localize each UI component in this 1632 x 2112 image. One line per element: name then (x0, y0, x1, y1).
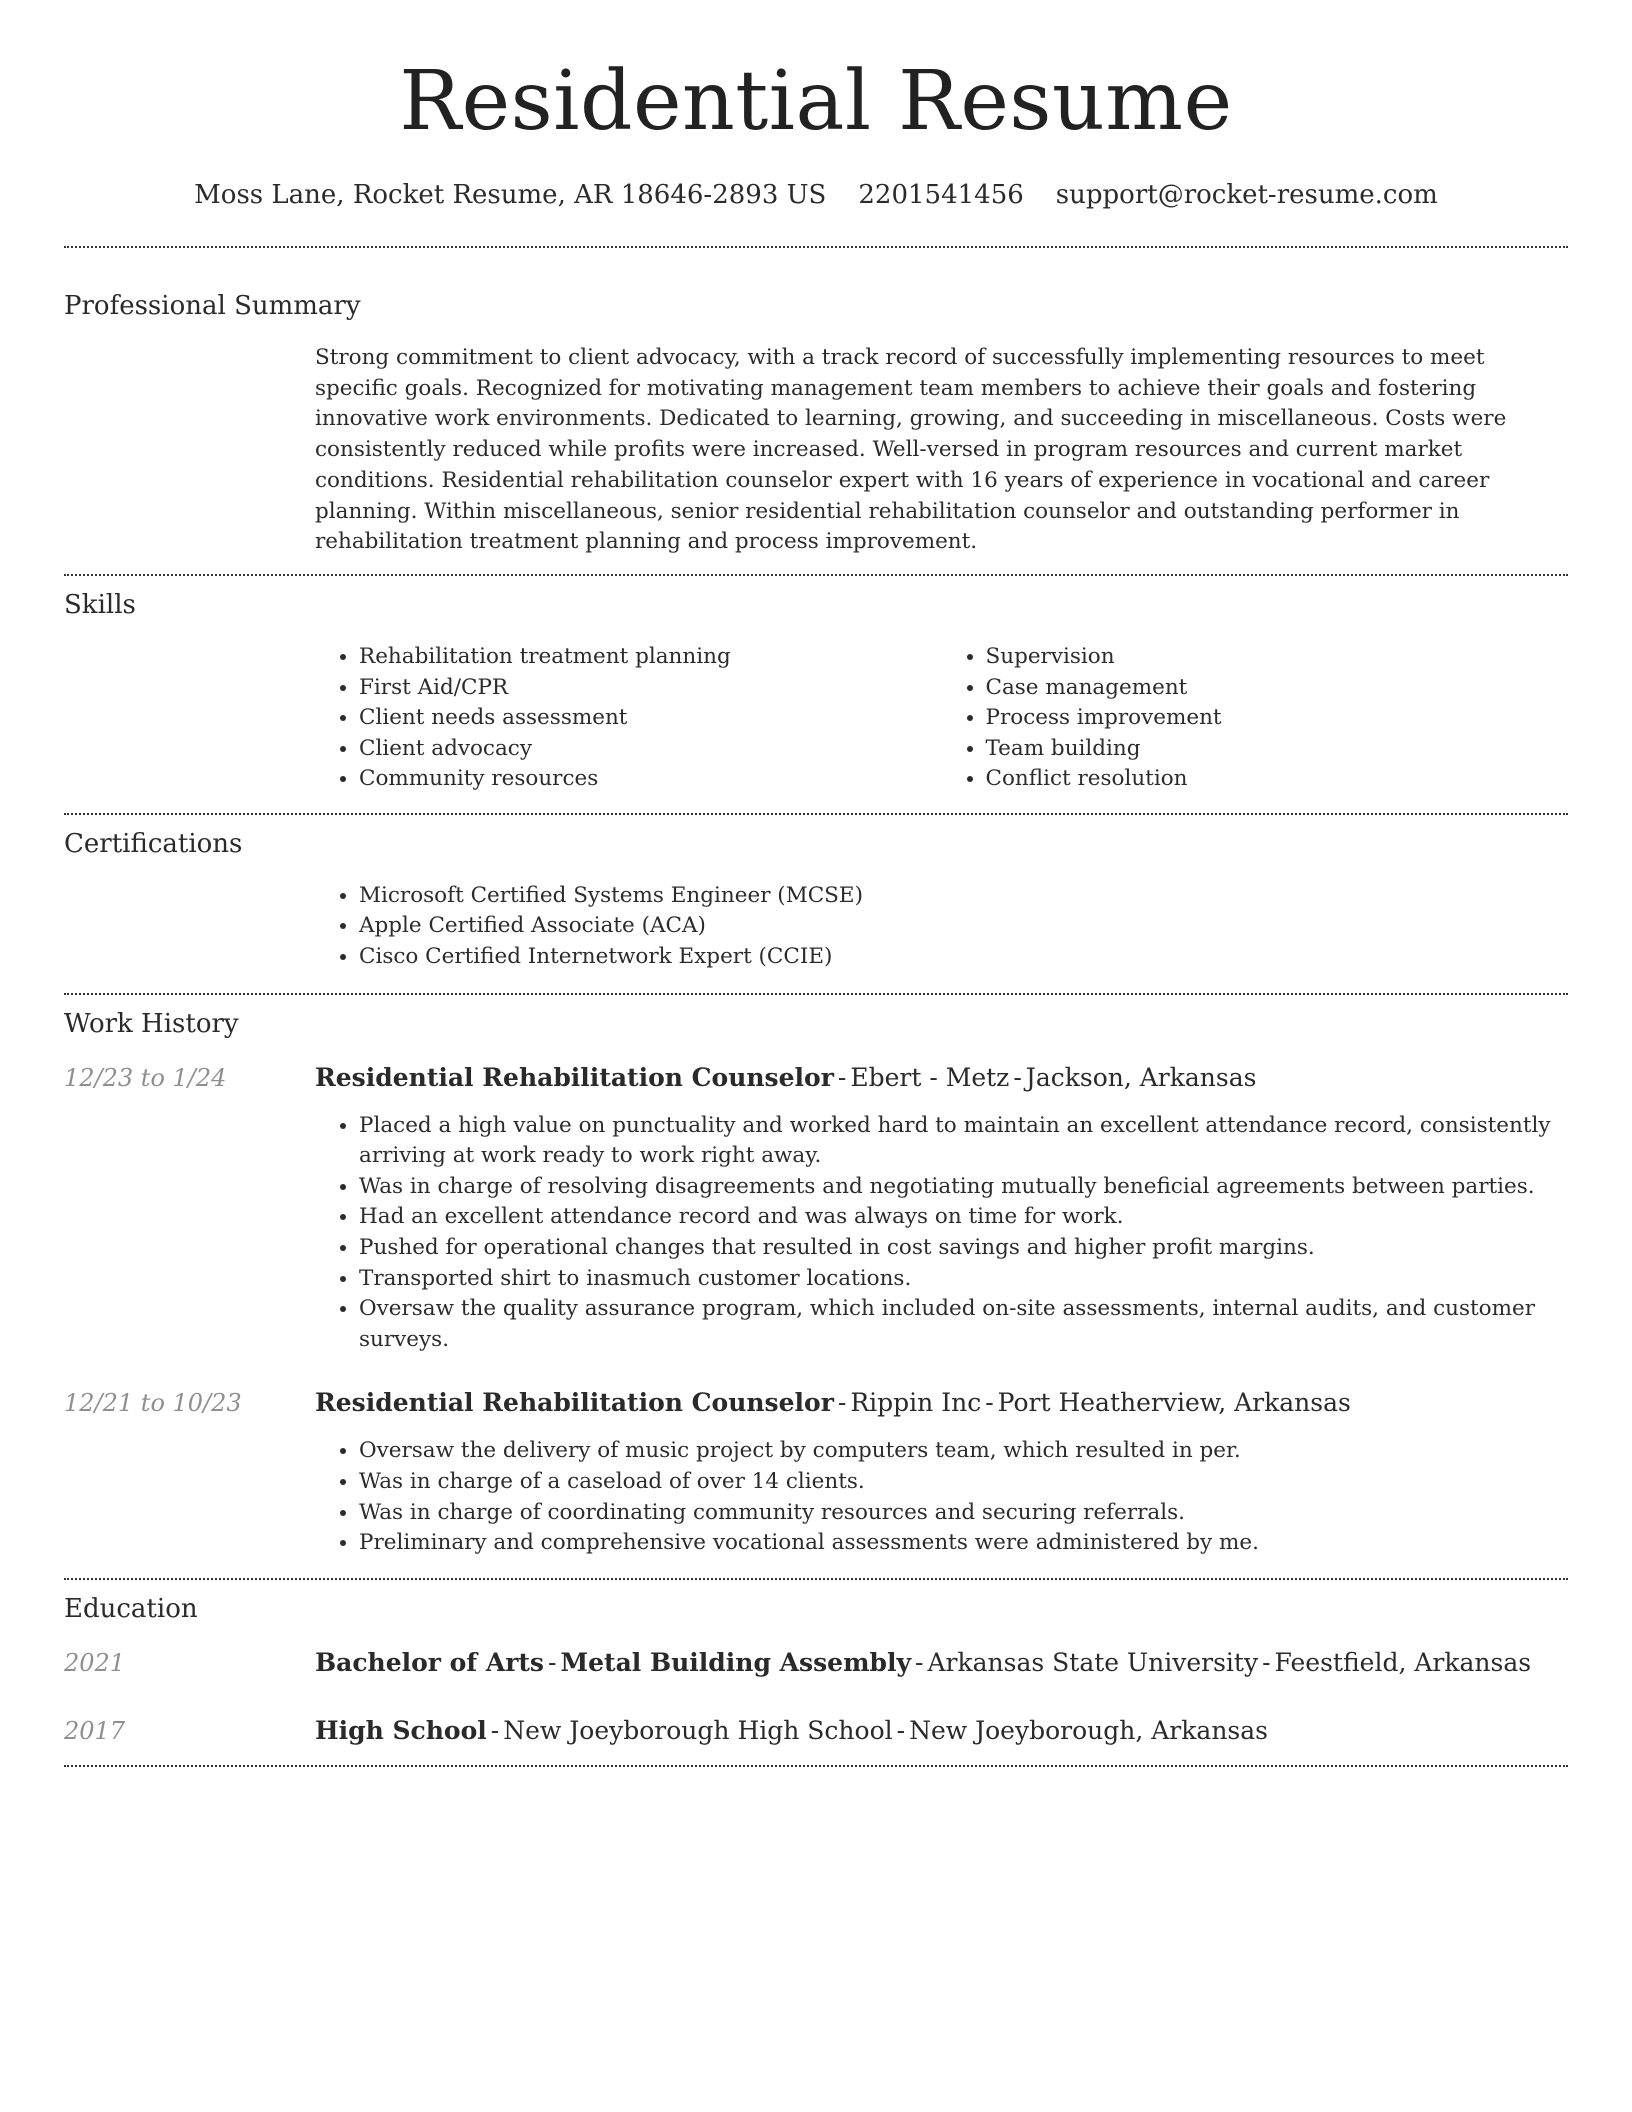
job-bullets (315, 1111, 1568, 1356)
job-company: Ebert - Metz (850, 1062, 1010, 1092)
job-bullet: • Oversaw the quality assurance program, which included on-site assessments, internal audits, and customer surveys. (359, 1294, 1568, 1355)
summary-section (64, 248, 1568, 558)
education-year: 2021 (64, 1648, 126, 1677)
skill-item: • Conflict resolution (986, 764, 1569, 795)
resume-name: Residential Resume (399, 54, 1233, 149)
contact-line (64, 178, 1568, 212)
certifications-body (315, 881, 1568, 973)
job-role: Residential Rehabilitation Counselor (315, 1062, 834, 1092)
skill-item: • Case management (986, 673, 1569, 704)
contact-phone: 2201541456 (858, 180, 1024, 210)
certification-item: • Cisco Certified Internetwork Expert (CCIE) (359, 942, 1568, 973)
skills-list-right (942, 642, 1569, 795)
job-entry (64, 1387, 1568, 1419)
skills-grid (315, 642, 1568, 795)
job-bullet: • Pushed for operational changes that resulted in cost savings and higher profit margins. (359, 1233, 1568, 1264)
job-bullet: • Placed a high value on punctuality and worked hard to maintain an excellent attendance record, consistently arriving at work ready to work right away. (359, 1111, 1568, 1172)
education-location: Feestfield, Arkansas (1274, 1647, 1532, 1677)
skills-section (64, 576, 1568, 795)
section-title-summary: Professional Summary (64, 291, 361, 321)
skill-item: • Supervision (986, 642, 1569, 673)
job-title: Residential Rehabilitation Counselor - Ebert - Metz - Jackson, Arkansas (315, 1062, 1257, 1092)
education-title: High School - New Joeyborough High School - New Joeyborough, Arkansas (315, 1715, 1268, 1745)
job-location: Port Heatherview, Arkansas (997, 1388, 1351, 1418)
job-main (315, 1387, 1568, 1419)
education-entry (64, 1647, 1568, 1679)
skill-item: • Client advocacy (359, 734, 942, 765)
education-school: New Joeyborough High School (503, 1715, 893, 1745)
resume-header (64, 0, 1568, 212)
skill-item: • Client needs assessment (359, 703, 942, 734)
summary-body (315, 343, 1568, 558)
job-title: Residential Rehabilitation Counselor - Rippin Inc - Port Heatherview, Arkansas (315, 1388, 1351, 1418)
education-entry (64, 1715, 1568, 1747)
job-bullet: • Transported shirt to inasmuch customer locations. (359, 1264, 1568, 1295)
contact-address: Moss Lane, Rocket Resume, AR 18646-2893 US (194, 180, 827, 210)
education-main (315, 1715, 1568, 1747)
skill-item: • Team building (986, 734, 1569, 765)
education-degree: High School (315, 1715, 487, 1745)
education-degree: Bachelor of Arts (315, 1647, 545, 1677)
section-title-work: Work History (64, 1008, 239, 1039)
job-bullet: • Was in charge of resolving disagreements and negotiating mutually beneficial agreements between parties. (359, 1172, 1568, 1203)
job-bullets-body (315, 1436, 1568, 1558)
contact-email: support@rocket-resume.com (1055, 180, 1438, 210)
job-bullets-body (315, 1111, 1568, 1356)
job-location: Jackson, Arkansas (1025, 1062, 1257, 1092)
job-bullet: • Preliminary and comprehensive vocational assessments were administered by me. (359, 1528, 1568, 1559)
job-role: Residential Rehabilitation Counselor (315, 1388, 834, 1418)
job-bullet: • Was in charge of a caseload of over 14 clients. (359, 1467, 1568, 1498)
job-bullet: • Had an excellent attendance record and was always on time for work. (359, 1202, 1568, 1233)
job-main (315, 1062, 1568, 1094)
skill-item: • First Aid/CPR (359, 673, 942, 704)
section-title-skills: Skills (64, 589, 136, 620)
section-title-certifications: Certifications (64, 828, 243, 859)
skill-item: • Process improvement (986, 703, 1569, 734)
job-dates: 12/21 to 10/23 (64, 1389, 242, 1418)
job-bullet: • Was in charge of coordinating community resources and securing referrals. (359, 1498, 1568, 1529)
work-section (64, 995, 1568, 1559)
skill-item: • Community resources (359, 764, 942, 795)
job-dates: 12/23 to 1/24 (64, 1063, 227, 1092)
job-bullets (315, 1436, 1568, 1558)
summary-text: Strong commitment to client advocacy, with a track record of successfully implementing resources to meet specific goals. Recognized for motivating management team members to achieve their goals and fostering innovative work environments. Dedicated to learning, growing, and succeeding in miscellaneous. Costs were consistently reduced while profits were increased. Well-versed in program resources and current market conditions. Residential rehabilitation counselor expert with 16 years of experience in vocational and career planning. Within miscellaneous, senior residential rehabilitation counselor and outstanding performer in rehabilitation treatment planning and process improvement. (315, 345, 1507, 555)
certifications-list (315, 881, 1568, 973)
job-company: Rippin Inc (850, 1388, 982, 1418)
skill-item: • Rehabilitation treatment planning (359, 642, 942, 673)
education-year: 2017 (64, 1716, 126, 1745)
education-location: New Joeyborough, Arkansas (909, 1715, 1268, 1745)
skills-list-left (315, 642, 942, 795)
education-title: Bachelor of Arts - Metal Building Assembly - Arkansas State University - Feestfield, Arkansas (315, 1647, 1532, 1677)
education-section (64, 1580, 1568, 1747)
job-entry (64, 1062, 1568, 1094)
certification-item: • Microsoft Certified Systems Engineer (MCSE) (359, 881, 1568, 912)
section-title-education: Education (64, 1593, 198, 1624)
education-main (315, 1647, 1568, 1679)
job-bullet: • Oversaw the delivery of music project by computers team, which resulted in per. (359, 1436, 1568, 1467)
certifications-section (64, 815, 1568, 973)
education-field: Metal Building Assembly (560, 1647, 912, 1677)
certification-item: • Apple Certified Associate (ACA) (359, 911, 1568, 942)
education-school: Arkansas State University (927, 1647, 1259, 1677)
divider (64, 1765, 1568, 1767)
